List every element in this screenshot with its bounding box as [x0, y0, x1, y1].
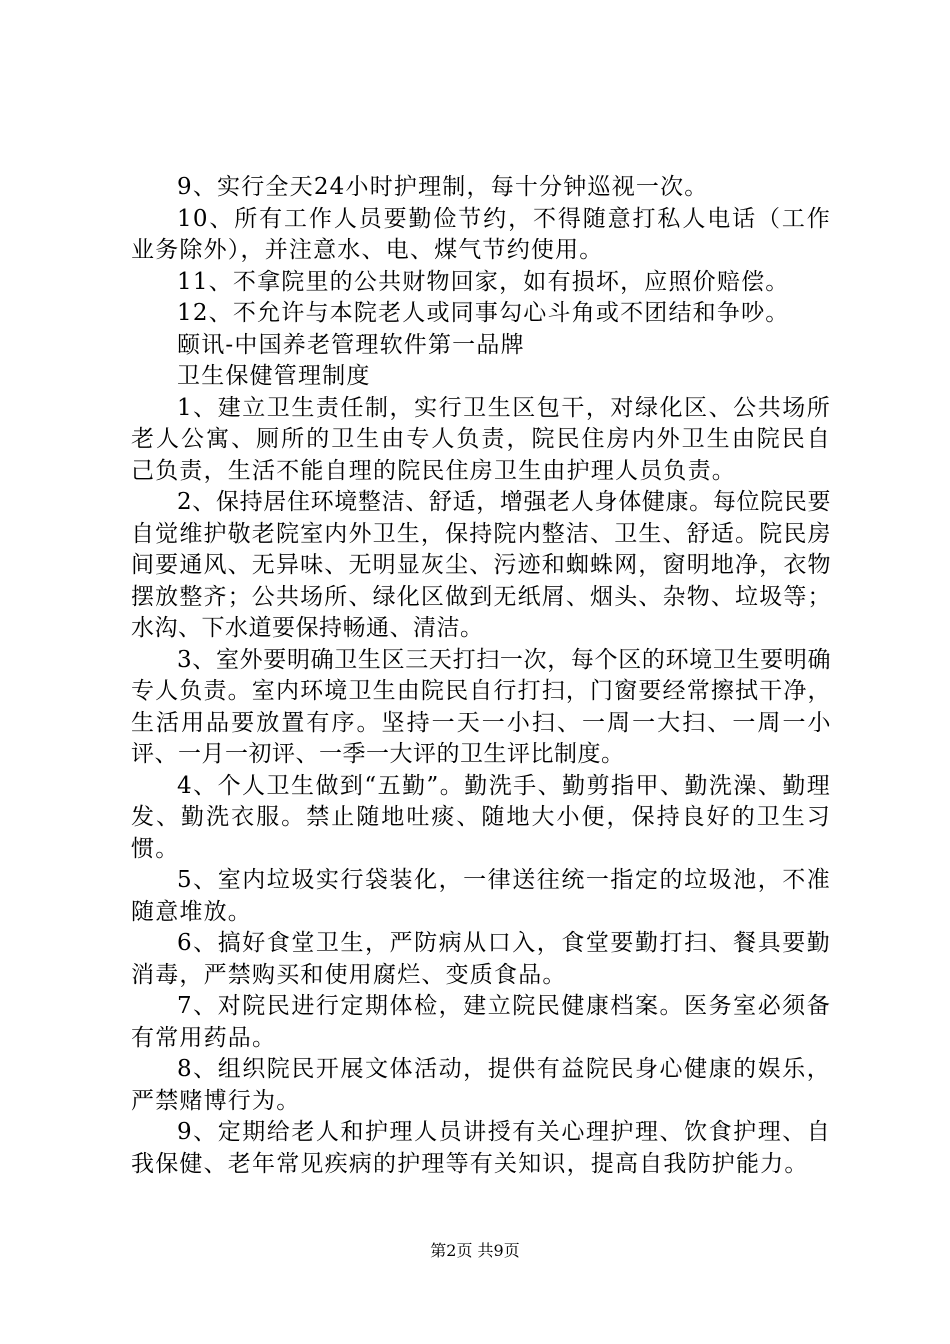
document-body: [131, 172, 831, 1180]
paragraph-rule-11: 11、不拿院里的公共财物回家，如有损坏，应照价赔偿。: [177, 268, 790, 295]
brand-line: 颐讯-中国养老管理软件第一品牌: [177, 331, 525, 358]
paragraph-hygiene-6: 6、搞好食堂卫生，严防病从口入，食堂要勤打扫、餐具要勤消毒，严禁购买和使用腐烂、变质食品。: [131, 930, 831, 988]
paragraph-hygiene-9: 9、定期给老人和护理人员讲授有关心理护理、饮食护理、自我保健、老年常见疾病的护理等有关知识，提高自我防护能力。: [131, 1119, 831, 1177]
paragraph-hygiene-8: 8、组织院民开展文体活动，提供有益院民身心健康的娱乐，严禁赌博行为。: [131, 1056, 831, 1114]
paragraph-hygiene-7: 7、对院民进行定期体检，建立院民健康档案。医务室必须备有常用药品。: [131, 993, 831, 1051]
paragraph-rule-9: 9、实行全天24小时护理制，每十分钟巡视一次。: [177, 174, 709, 200]
page-number-footer: 第2页 共9页: [430, 1241, 520, 1260]
paragraph-hygiene-1: 1、建立卫生责任制，实行卫生区包干，对绿化区、公共场所老人公寓、厕所的卫生由专人负责，院民住房内外卫生由院民自己负责，生活不能自理的院民住房卫生由护理人员负责。: [131, 394, 831, 484]
paragraph-rule-10: 10、所有工作人员要勤俭节约，不得随意打私人电话（工作业务除外），并注意水、电、煤气节约使用。: [131, 205, 831, 263]
paragraph-hygiene-5: 5、室内垃圾实行袋装化，一律送往统一指定的垃圾池，不准随意堆放。: [131, 867, 831, 925]
section-heading: 卫生保健管理制度: [177, 363, 371, 389]
paragraph-rule-12: 12、不允许与本院老人或同事勾心斗角或不团结和争吵。: [177, 300, 790, 326]
paragraph-hygiene-3: 3、室外要明确卫生区三天打扫一次，每个区的环境卫生要明确专人负责。室内环境卫生由院民自行打扫，门窗要经常擦拭干净，生活用品要放置有序。坚持一天一小扫、一周一大扫、一周一小评、一月一初评、一季一大评的卫生评比制度。: [131, 646, 831, 767]
paragraph-hygiene-2: 2、保持居住环境整洁、舒适，增强老人身体健康。每位院民要自觉维护敬老院室内外卫生，保持院内整洁、卫生、舒适。院民房间要通风、无异味、无明显灰尘、污迹和蜘蛛网，窗明地净，衣物摆放整齐；公共场所、绿化区做到无纸屑、烟头、杂物、垃圾等；水沟、下水道要保持畅通、清洁。: [131, 489, 831, 641]
paragraph-hygiene-4: 4、个人卫生做到“五勤”。勤洗手、勤剪指甲、勤洗澡、勤理发、勤洗衣服。禁止随地吐痰、随地大小便，保持良好的卫生习惯。: [131, 772, 831, 862]
